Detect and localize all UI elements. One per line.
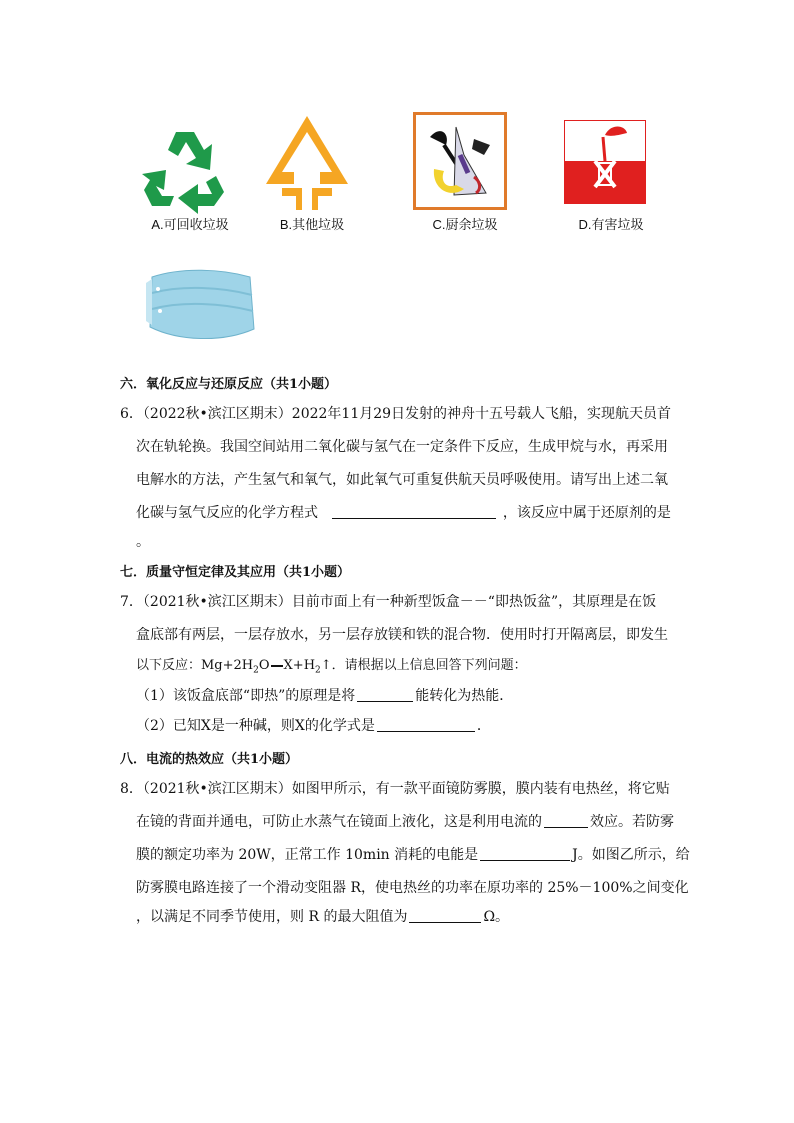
- q7-part-2-text-a: （2）已知X是一种碱，则X的化学式是: [136, 718, 375, 734]
- q8-line-2: [136, 812, 674, 832]
- q7-eq-sub-1: 2: [253, 665, 259, 676]
- caption-recyclable: A.可回收垃圾: [151, 217, 229, 232]
- q7-part-2-text-b: ．: [476, 718, 491, 734]
- q8-line-3-text-b: J。如图乙所示，给: [572, 847, 690, 863]
- caption-kitchen: C.厨余垃圾: [432, 217, 498, 232]
- q8-line-2-text-b: 效应。若防雾: [590, 814, 674, 830]
- q6-line-4: [136, 503, 671, 523]
- q6-line-4-text-b: ，该反应中属于还原剂的是: [502, 505, 671, 521]
- section-8-title: 八．电流的热效应（共1小题）: [120, 752, 299, 767]
- q6-line-1: 6．（2022秋•滨江区期末）2022年11月29日发射的神舟十五号载人飞船，实现航天员首: [120, 406, 672, 422]
- q8-line-5-text-b: Ω。: [483, 909, 510, 925]
- q7-part-2-blank[interactable]: [377, 717, 475, 732]
- q7-eq-part-d: ↑．请根据以上信息回答下列问题：: [320, 658, 527, 673]
- garbage-icons-row: [0, 112, 794, 242]
- q7-eq-part-b: O: [258, 658, 270, 673]
- q8-line-3: [136, 845, 690, 865]
- q7-eq-sub-2: 2: [315, 665, 321, 676]
- q6-line-3: 电解水的方法，产生氢气和氧气，如此氧气可重复供航天员呼吸使用。请写出上述二氧: [136, 472, 668, 488]
- q8-line-1: 8．（2021秋•滨江区期末）如图甲所示，有一款平面镜防雾膜，膜内装有电热丝，将它贴: [120, 781, 670, 797]
- q8-effect-blank[interactable]: [544, 813, 588, 828]
- q8-line-2-text-a: 在镜的背面并通电，可防止水蒸气在镜面上液化，这是利用电流的: [136, 814, 542, 830]
- caption-hazardous: D.有害垃圾: [578, 217, 644, 232]
- other-waste-icon: [262, 114, 352, 214]
- q8-line-4: 防雾膜电路连接了一个滑动变阻器 R，使电热丝的功率在原功率的 25%－100%之间变化: [136, 880, 689, 896]
- recycle-icon: [140, 124, 230, 214]
- q8-energy-blank[interactable]: [480, 846, 570, 861]
- fish-bone-icon: [416, 115, 504, 207]
- q6-equation-blank[interactable]: [332, 504, 496, 519]
- hazardous-waste-icon: [564, 120, 646, 204]
- face-mask-image: [142, 265, 260, 345]
- q6-line-4-text-a: 化碳与氢气反应的化学方程式: [136, 505, 318, 521]
- q7-line-2: 盒底部有两层，一层存放水，另一层存放镁和铁的混合物．使用时打开隔离层，即发生: [136, 627, 668, 643]
- section-6-title: 六．氧化反应与还原反应（共1小题）: [120, 377, 338, 392]
- caption-other: B.其他垃圾: [279, 217, 345, 232]
- q7-line-3: [136, 656, 527, 681]
- q7-part-1-blank[interactable]: [357, 687, 413, 702]
- q7-part-1: [136, 686, 513, 706]
- q8-line-5: [136, 907, 509, 927]
- q7-part-1-text-b: 能转化为热能．: [415, 688, 514, 704]
- q7-part-2: [136, 716, 491, 736]
- q7-part-1-text-a: （1）该饭盒底部“即热”的原理是将: [136, 688, 356, 704]
- equation-equals-bar: [271, 665, 283, 667]
- kitchen-waste-icon: [413, 112, 507, 210]
- q7-line-1: 7．（2021秋•滨江区期末）目前市面上有一种新型饭盒－－“即热饭盆”，其原理是在饭: [120, 594, 657, 610]
- q8-line-5-text-a: ，以满足不同季节使用，则 R 的最大阻值为: [136, 909, 408, 925]
- q8-resistance-blank[interactable]: [409, 908, 481, 923]
- section-7-title: 七．质量守恒定律及其应用（共1小题）: [120, 565, 351, 580]
- q6-line-2: 次在轨轮换。我国空间站用二氧化碳与氢气在一定条件下反应，生成甲烷与水，再采用: [136, 439, 668, 455]
- crossed-battery-icon: [565, 121, 645, 203]
- q8-line-3-text-a: 膜的额定功率为 20W，正常工作 10min 消耗的电能是: [136, 847, 479, 863]
- q7-eq-part-a: 以下反应：Mg+2H: [136, 658, 254, 673]
- q6-line-5: 。: [136, 534, 150, 550]
- q7-eq-part-c: X+H: [283, 658, 316, 673]
